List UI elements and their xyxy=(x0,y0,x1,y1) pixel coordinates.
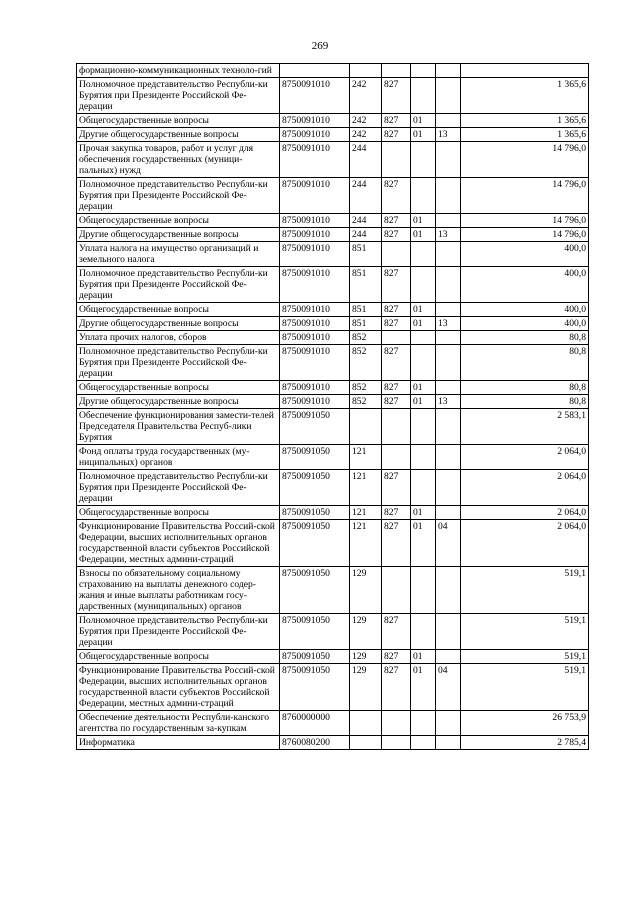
row-name-cell: Уплата налога на имущество организаций и земельного налога xyxy=(77,242,280,267)
section-cell: 01 xyxy=(411,214,436,228)
expense-type-cell: 851 xyxy=(350,267,382,303)
target-code-cell: 8750091050 xyxy=(280,567,350,614)
target-code-cell: 8750091050 xyxy=(280,470,350,506)
target-code-cell: 8760000000 xyxy=(280,711,350,736)
subsection-cell xyxy=(436,178,461,214)
expense-type-cell: 121 xyxy=(350,520,382,567)
target-code-cell: 8750091010 xyxy=(280,303,350,317)
department-code-cell xyxy=(382,142,411,178)
expense-type-cell xyxy=(350,409,382,445)
target-code-cell: 8750091010 xyxy=(280,114,350,128)
table-row xyxy=(77,395,589,409)
amount-cell: 519,1 xyxy=(461,567,589,614)
department-code-cell: 827 xyxy=(382,614,411,650)
target-code-cell: 8750091010 xyxy=(280,317,350,331)
table-row xyxy=(77,711,589,736)
department-code-cell xyxy=(382,736,411,750)
row-name-cell: Уплата прочих налогов, сборов xyxy=(77,331,280,345)
target-code-cell: 8750091010 xyxy=(280,267,350,303)
department-code-cell xyxy=(382,331,411,345)
row-name-cell: Общегосударственные вопросы xyxy=(77,214,280,228)
section-cell xyxy=(411,409,436,445)
subsection-cell xyxy=(436,711,461,736)
expense-type-cell: 121 xyxy=(350,506,382,520)
department-code-cell: 827 xyxy=(382,303,411,317)
target-code-cell: 8750091010 xyxy=(280,331,350,345)
row-name-cell: Другие общегосударственные вопросы xyxy=(77,395,280,409)
table-row xyxy=(77,614,589,650)
section-cell xyxy=(411,64,436,78)
table-row xyxy=(77,409,589,445)
subsection-cell xyxy=(436,650,461,664)
department-code-cell: 827 xyxy=(382,470,411,506)
amount-cell: 2 064,0 xyxy=(461,520,589,567)
expense-type-cell: 852 xyxy=(350,345,382,381)
department-code-cell: 827 xyxy=(382,78,411,114)
row-name-cell: Полномочное представительство Республи-ки Бурятия при Президенте Российской Фе-дерации xyxy=(77,78,280,114)
section-cell xyxy=(411,711,436,736)
section-cell: 01 xyxy=(411,664,436,711)
row-name-cell: Информатика xyxy=(77,736,280,750)
expense-type-cell: 121 xyxy=(350,470,382,506)
amount-cell: 400,0 xyxy=(461,317,589,331)
target-code-cell: 8750091050 xyxy=(280,409,350,445)
table-row xyxy=(77,445,589,470)
amount-cell: 14 796,0 xyxy=(461,142,589,178)
expense-type-cell: 242 xyxy=(350,114,382,128)
row-name-cell: Другие общегосударственные вопросы xyxy=(77,228,280,242)
section-cell: 01 xyxy=(411,381,436,395)
table-row xyxy=(77,664,589,711)
expense-type-cell: 851 xyxy=(350,317,382,331)
section-cell: 01 xyxy=(411,506,436,520)
table-row xyxy=(77,303,589,317)
amount-cell: 400,0 xyxy=(461,267,589,303)
expense-type-cell: 852 xyxy=(350,395,382,409)
amount-cell: 80,8 xyxy=(461,345,589,381)
amount-cell: 1 365,6 xyxy=(461,128,589,142)
target-code-cell: 8750091010 xyxy=(280,78,350,114)
department-code-cell xyxy=(382,64,411,78)
section-cell xyxy=(411,345,436,381)
target-code-cell: 8750091050 xyxy=(280,650,350,664)
expense-type-cell: 129 xyxy=(350,614,382,650)
department-code-cell: 827 xyxy=(382,381,411,395)
table-row xyxy=(77,736,589,750)
subsection-cell xyxy=(436,506,461,520)
table-row xyxy=(77,520,589,567)
row-name-cell: Другие общегосударственные вопросы xyxy=(77,128,280,142)
department-code-cell: 827 xyxy=(382,664,411,711)
section-cell xyxy=(411,178,436,214)
section-cell: 01 xyxy=(411,650,436,664)
expense-type-cell: 129 xyxy=(350,650,382,664)
expense-type-cell: 852 xyxy=(350,331,382,345)
section-cell: 01 xyxy=(411,317,436,331)
expense-type-cell: 851 xyxy=(350,242,382,267)
department-code-cell xyxy=(382,445,411,470)
row-name-cell: Функционирование Правительства Россий-ской Федерации, высших исполнительных органов государственной власти субъектов Российской Федерации, местных админи-страций xyxy=(77,664,280,711)
department-code-cell: 827 xyxy=(382,520,411,567)
subsection-cell xyxy=(436,267,461,303)
table-row xyxy=(77,142,589,178)
table-row xyxy=(77,345,589,381)
department-code-cell: 827 xyxy=(382,228,411,242)
subsection-cell xyxy=(436,214,461,228)
table-row xyxy=(77,331,589,345)
department-code-cell: 827 xyxy=(382,395,411,409)
department-code-cell: 827 xyxy=(382,128,411,142)
amount-cell: 80,8 xyxy=(461,331,589,345)
subsection-cell xyxy=(436,345,461,381)
target-code-cell: 8750091010 xyxy=(280,242,350,267)
amount-cell: 400,0 xyxy=(461,242,589,267)
table-row xyxy=(77,78,589,114)
table-row xyxy=(77,317,589,331)
table-row xyxy=(77,381,589,395)
amount-cell: 80,8 xyxy=(461,395,589,409)
amount-cell xyxy=(461,64,589,78)
target-code-cell: 8750091010 xyxy=(280,178,350,214)
section-cell xyxy=(411,331,436,345)
department-code-cell: 827 xyxy=(382,506,411,520)
expense-type-cell: 129 xyxy=(350,567,382,614)
amount-cell: 26 753,9 xyxy=(461,711,589,736)
target-code-cell: 8750091010 xyxy=(280,395,350,409)
subsection-cell: 13 xyxy=(436,228,461,242)
target-code-cell: 8750091010 xyxy=(280,214,350,228)
subsection-cell xyxy=(436,409,461,445)
row-name-cell: Полномочное представительство Республи-ки Бурятия при Президенте Российской Фе-дерации xyxy=(77,267,280,303)
row-name-cell: Функционирование Правительства Россий-ской Федерации, высших исполнительных органов государственной власти субъектов Российской Федерации, местных админи-страций xyxy=(77,520,280,567)
row-name-cell: Другие общегосударственные вопросы xyxy=(77,317,280,331)
table-row xyxy=(77,567,589,614)
row-name-cell: Общегосударственные вопросы xyxy=(77,303,280,317)
expense-type-cell xyxy=(350,711,382,736)
subsection-cell: 13 xyxy=(436,395,461,409)
subsection-cell xyxy=(436,567,461,614)
table-row xyxy=(77,650,589,664)
target-code-cell: 8750091050 xyxy=(280,664,350,711)
expense-type-cell xyxy=(350,736,382,750)
subsection-cell xyxy=(436,114,461,128)
page-number: 269 xyxy=(311,40,329,52)
target-code-cell: 8750091010 xyxy=(280,128,350,142)
section-cell xyxy=(411,267,436,303)
row-name-cell: Взносы по обязательному социальному страхованию на выплаты денежного содер-жания и иные выплаты работникам госу-дарственных (муниципальных) органов xyxy=(77,567,280,614)
amount-cell: 400,0 xyxy=(461,303,589,317)
amount-cell: 2 583,1 xyxy=(461,409,589,445)
subsection-cell xyxy=(436,142,461,178)
row-name-cell: Общегосударственные вопросы xyxy=(77,114,280,128)
expense-type-cell: 121 xyxy=(350,445,382,470)
target-code-cell: 8760080200 xyxy=(280,736,350,750)
target-code-cell: 8750091010 xyxy=(280,381,350,395)
subsection-cell: 04 xyxy=(436,520,461,567)
expense-type-cell: 244 xyxy=(350,228,382,242)
department-code-cell xyxy=(382,567,411,614)
subsection-cell xyxy=(436,381,461,395)
row-name-cell: формационно-коммуникационных техноло-гий xyxy=(77,64,280,78)
section-cell xyxy=(411,142,436,178)
target-code-cell: 8750091050 xyxy=(280,506,350,520)
department-code-cell xyxy=(382,711,411,736)
table-row xyxy=(77,267,589,303)
table-row xyxy=(77,64,589,78)
department-code-cell: 827 xyxy=(382,317,411,331)
department-code-cell: 827 xyxy=(382,214,411,228)
target-code-cell: 8750091010 xyxy=(280,142,350,178)
table-body xyxy=(77,64,589,750)
section-cell xyxy=(411,736,436,750)
row-name-cell: Полномочное представительство Республи-ки Бурятия при Президенте Российской Фе-дерации xyxy=(77,345,280,381)
expense-type-cell: 242 xyxy=(350,128,382,142)
table-row xyxy=(77,470,589,506)
section-cell: 01 xyxy=(411,128,436,142)
amount-cell: 1 365,6 xyxy=(461,78,589,114)
section-cell xyxy=(411,78,436,114)
row-name-cell: Общегосударственные вопросы xyxy=(77,506,280,520)
table-row xyxy=(77,242,589,267)
amount-cell: 519,1 xyxy=(461,650,589,664)
row-name-cell: Прочая закупка товаров, работ и услуг для обеспечения государственных (муници-пальных) нужд xyxy=(77,142,280,178)
department-code-cell: 827 xyxy=(382,650,411,664)
target-code-cell: 8750091050 xyxy=(280,445,350,470)
expense-type-cell: 852 xyxy=(350,381,382,395)
subsection-cell xyxy=(436,470,461,506)
subsection-cell xyxy=(436,331,461,345)
section-cell: 01 xyxy=(411,395,436,409)
subsection-cell xyxy=(436,614,461,650)
department-code-cell xyxy=(382,409,411,445)
row-name-cell: Фонд оплаты труда государственных (му-ниципальных) органов xyxy=(77,445,280,470)
department-code-cell: 827 xyxy=(382,345,411,381)
row-name-cell: Обеспечение функционирования замести-телей Председателя Правительства Респуб-лики Бурятия xyxy=(77,409,280,445)
target-code-cell: 8750091010 xyxy=(280,345,350,381)
subsection-cell: 13 xyxy=(436,128,461,142)
subsection-cell: 04 xyxy=(436,664,461,711)
section-cell: 01 xyxy=(411,303,436,317)
table-row xyxy=(77,128,589,142)
row-name-cell: Общегосударственные вопросы xyxy=(77,381,280,395)
section-cell xyxy=(411,242,436,267)
row-name-cell: Обеспечение деятельности Республи-канского агентства по государственным за-купкам xyxy=(77,711,280,736)
section-cell: 01 xyxy=(411,520,436,567)
expense-type-cell: 244 xyxy=(350,142,382,178)
department-code-cell: 827 xyxy=(382,178,411,214)
subsection-cell xyxy=(436,242,461,267)
subsection-cell xyxy=(436,64,461,78)
section-cell: 01 xyxy=(411,114,436,128)
subsection-cell xyxy=(436,445,461,470)
expense-type-cell: 242 xyxy=(350,78,382,114)
expense-type-cell xyxy=(350,64,382,78)
table-row xyxy=(77,228,589,242)
amount-cell: 14 796,0 xyxy=(461,214,589,228)
section-cell xyxy=(411,567,436,614)
amount-cell: 1 365,6 xyxy=(461,114,589,128)
subsection-cell xyxy=(436,303,461,317)
target-code-cell: 8750091050 xyxy=(280,520,350,567)
table-row xyxy=(77,178,589,214)
section-cell xyxy=(411,614,436,650)
section-cell xyxy=(411,470,436,506)
department-code-cell: 827 xyxy=(382,114,411,128)
budget-table xyxy=(76,63,589,750)
amount-cell: 14 796,0 xyxy=(461,178,589,214)
section-cell xyxy=(411,445,436,470)
amount-cell: 2 064,0 xyxy=(461,506,589,520)
expense-type-cell: 244 xyxy=(350,178,382,214)
amount-cell: 14 796,0 xyxy=(461,228,589,242)
row-name-cell: Полномочное представительство Республи-ки Бурятия при Президенте Российской Фе-дерации xyxy=(77,614,280,650)
subsection-cell xyxy=(436,736,461,750)
section-cell: 01 xyxy=(411,228,436,242)
target-code-cell xyxy=(280,64,350,78)
amount-cell: 2 064,0 xyxy=(461,470,589,506)
table-row xyxy=(77,114,589,128)
amount-cell: 2 064,0 xyxy=(461,445,589,470)
row-name-cell: Полномочное представительство Республи-ки Бурятия при Президенте Российской Фе-дерации xyxy=(77,470,280,506)
table-row xyxy=(77,506,589,520)
department-code-cell xyxy=(382,242,411,267)
subsection-cell xyxy=(436,78,461,114)
table-row xyxy=(77,214,589,228)
amount-cell: 2 785,4 xyxy=(461,736,589,750)
amount-cell: 80,8 xyxy=(461,381,589,395)
expense-type-cell: 244 xyxy=(350,214,382,228)
target-code-cell: 8750091010 xyxy=(280,228,350,242)
subsection-cell: 13 xyxy=(436,317,461,331)
row-name-cell: Полномочное представительство Республи-ки Бурятия при Президенте Российской Фе-дерации xyxy=(77,178,280,214)
target-code-cell: 8750091050 xyxy=(280,614,350,650)
expense-type-cell: 129 xyxy=(350,664,382,711)
expense-type-cell: 851 xyxy=(350,303,382,317)
amount-cell: 519,1 xyxy=(461,614,589,650)
row-name-cell: Общегосударственные вопросы xyxy=(77,650,280,664)
department-code-cell: 827 xyxy=(382,267,411,303)
amount-cell: 519,1 xyxy=(461,664,589,711)
